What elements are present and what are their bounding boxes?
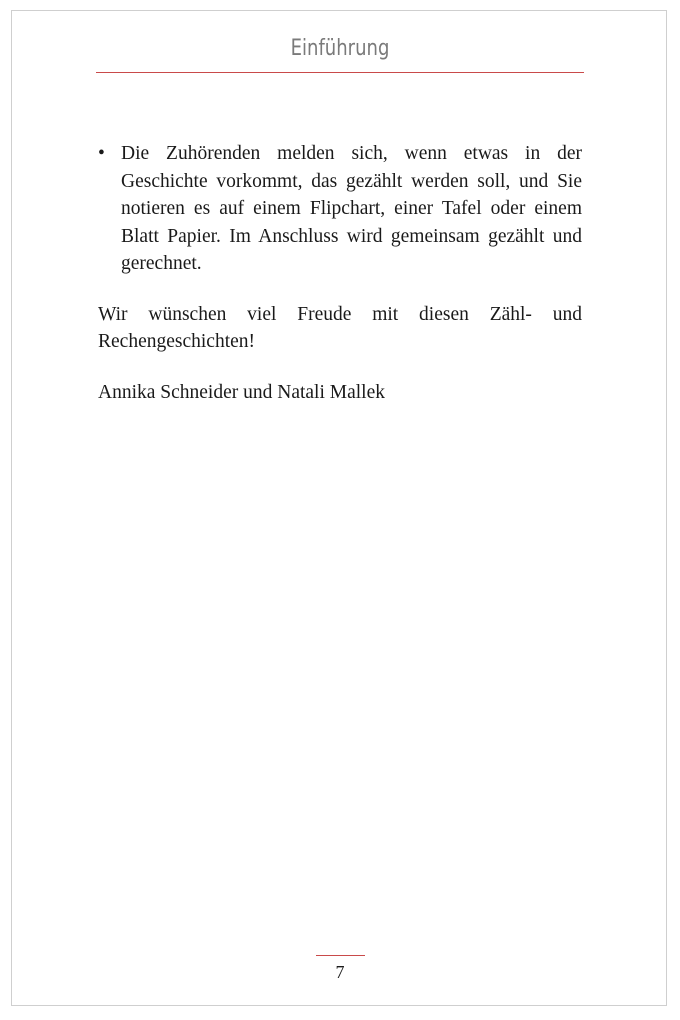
page-body: [98, 140, 582, 406]
bullet-list-item: [98, 140, 582, 278]
author-signature: Annika Schneider und Natali Mallek: [98, 381, 386, 403]
footer-divider: [316, 955, 365, 956]
closing-paragraph: Wir wünschen viel Freude mit diesen Zähl- und Rechengeschichten!: [98, 303, 582, 352]
bullet-text: Die Zuhörenden melden sich, wenn etwas in der Geschichte vorkommt, das gezählt werden soll, und Sie notieren es auf einem Flipchart, einer Tafel oder einem Blatt Papier. Im Anschluss wird gemeinsam gezählt und gerechnet.: [121, 143, 582, 274]
header-divider: [96, 72, 584, 73]
running-head-title: Einführung: [290, 36, 390, 61]
bullet-icon: •: [98, 143, 105, 164]
page-number: 7: [335, 962, 345, 982]
